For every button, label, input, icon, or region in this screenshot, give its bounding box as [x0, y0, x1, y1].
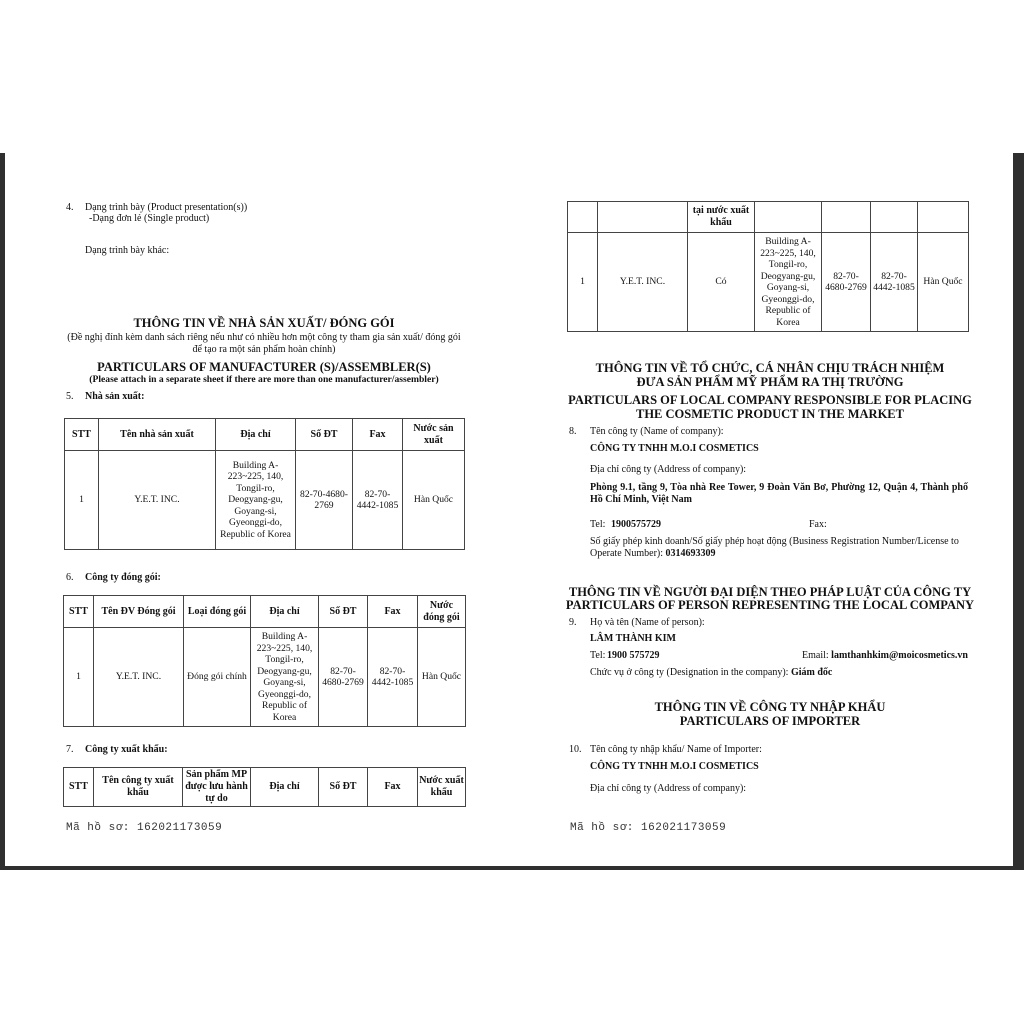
rep-title-vi: THÔNG TIN VỀ NGƯỜI ĐẠI DIỆN THEO PHÁP LUẬT CỦA CÔNG TY — [568, 585, 972, 599]
header-phone: Số ĐT — [296, 419, 353, 451]
cell-fax: 82-70-4442-1085 — [871, 233, 918, 332]
person-tel-label: Tel: — [590, 650, 606, 661]
cell-name: Y.E.T. INC. — [94, 628, 184, 727]
cell-free-sale: Có — [688, 233, 755, 332]
item8-label: Tên công ty (Name of company): — [590, 426, 724, 437]
header-fax: Fax — [368, 768, 418, 807]
designation-label: Chức vụ ở công ty (Designation in the company): — [590, 667, 789, 678]
cell-country: Hàn Quốc — [418, 628, 466, 727]
item5-label: Nhà sản xuất: — [85, 391, 145, 402]
tel: 1900575729 — [611, 519, 661, 530]
address-label: Địa chỉ công ty (Address of company): — [590, 464, 747, 475]
cell-stt: 1 — [64, 628, 94, 727]
header-stt: STT — [65, 419, 99, 451]
left-frame-edge — [0, 153, 5, 870]
cell-fax: 82-70-4442-1085 — [353, 451, 403, 550]
importer-address-label: Địa chỉ công ty (Address of company): — [590, 783, 747, 794]
section-title-en: PARTICULARS OF MANUFACTURER (S)/ASSEMBLER(S) — [97, 360, 431, 374]
header-name: Tên nhà sản xuất — [99, 419, 216, 451]
item10-label: Tên công ty nhập khẩu/ Name of Importer: — [590, 744, 762, 755]
section-title-vi: THÔNG TIN VỀ NHÀ SẢN XUẤT/ ĐÓNG GÓI — [133, 316, 395, 330]
license — [590, 536, 970, 560]
company-name: CÔNG TY TNHH M.O.I COSMETICS — [590, 443, 759, 454]
header-free-sale-fragment: tại nước xuất khẩu — [688, 202, 755, 233]
header-country: Nước đóng gói — [418, 596, 466, 628]
manufacturer-table — [64, 418, 465, 550]
importer-name: CÔNG TY TNHH M.O.I COSMETICS — [590, 761, 759, 772]
cell-stt: 1 — [568, 233, 598, 332]
section-note-en: (Please attach in a separate sheet if there are more than one manufacturer/assembler) — [89, 374, 439, 385]
license-number: 0314693309 — [665, 548, 716, 559]
header-type: Loại đóng gói — [184, 596, 251, 628]
person-name: LÂM THÀNH KIM — [590, 633, 676, 644]
exporter-table-continued — [567, 201, 969, 332]
right-frame-edge — [1013, 153, 1024, 870]
item6-num: 6. — [66, 572, 74, 583]
file-code: Mã hồ sơ: 162021173059 — [570, 822, 727, 834]
section-note-vi: (Đề nghị đính kèm danh sách riêng nếu như có nhiều hơn một công ty tham gia sản xuất/ đóng gói để tạo ra một sản phẩm hoàn chỉnh) — [67, 332, 461, 355]
item4-value: -Dạng đơn lẻ (Single product) — [89, 213, 210, 224]
header-phone: Số ĐT — [319, 768, 368, 807]
item7-num: 7. — [66, 744, 74, 755]
item10-num: 10. — [569, 744, 582, 755]
header-country: Nước sản xuất — [403, 419, 465, 451]
local-title-en-1: PARTICULARS OF LOCAL COMPANY RESPONSIBLE FOR PLACING — [568, 393, 972, 407]
fax-label: Fax: — [809, 519, 827, 530]
header-stt: STT — [64, 768, 94, 807]
item9-label: Họ và tên (Name of person): — [590, 617, 705, 628]
table-row — [65, 451, 465, 550]
email-row — [802, 650, 968, 662]
local-title-vi-2: ĐƯA SẢN PHẨM MỸ PHẨM RA THỊ TRƯỜNG — [636, 375, 904, 389]
header-name: Tên ĐV Đóng gói — [94, 596, 184, 628]
cell-phone: 82-70-4680-2769 — [319, 628, 368, 727]
cell-name: Y.E.T. INC. — [99, 451, 216, 550]
cell-address: Building A-223~225, 140, Tongil-ro, Deogyang-gu, Goyang-si, Gyeonggi-do, Republic of Korea — [251, 628, 319, 727]
other-presentation: Dạng trình bày khác: — [85, 245, 170, 256]
email: lamthanhkim@moicosmetics.vn — [831, 650, 968, 661]
exporter-table — [63, 767, 466, 807]
local-title-en-2: THE COSMETIC PRODUCT IN THE MARKET — [636, 407, 904, 421]
designation: Giám đốc — [790, 667, 833, 678]
header-name: Tên công ty xuất khẩu — [94, 768, 183, 807]
tel-label: Tel: — [590, 519, 606, 530]
email-label: Email: — [802, 650, 829, 661]
item4-label: Dạng trình bày (Product presentation(s)) — [85, 202, 248, 213]
header-address: Địa chỉ — [251, 768, 319, 807]
cell-name: Y.E.T. INC. — [598, 233, 688, 332]
item9-num: 9. — [569, 617, 577, 628]
item4-num: 4. — [66, 202, 74, 213]
header-free-sale: Sản phẩm MP được lưu hành tự do — [183, 768, 251, 807]
item6-label: Công ty đóng gói: — [85, 572, 161, 583]
header-phone: Số ĐT — [319, 596, 368, 628]
importer-title-vi: THÔNG TIN VỀ CÔNG TY NHẬP KHẨU — [654, 700, 886, 714]
cell-type: Đóng gói chính — [184, 628, 251, 727]
cell-country: Hàn Quốc — [918, 233, 969, 332]
cell-fax: 82-70-4442-1085 — [368, 628, 418, 727]
item5-num: 5. — [66, 391, 74, 402]
cell-phone: 82-70-4680-2769 — [822, 233, 871, 332]
header-address: Địa chỉ — [216, 419, 296, 451]
license-label: Số giấy phép kinh doanh/Số giấy phép hoạt động (Business Registration Number/License to Operate Number): — [590, 536, 959, 559]
header-country: Nước xuất khẩu — [418, 768, 466, 807]
table-row — [568, 233, 969, 332]
designation-row — [590, 667, 832, 679]
file-code: Mã hồ sơ: 162021173059 — [66, 822, 223, 834]
rep-title-en: PARTICULARS OF PERSON REPRESENTING THE LOCAL COMPANY — [565, 598, 975, 612]
header-fax: Fax — [368, 596, 418, 628]
cell-address: Building A-223~225, 140, Tongil-ro, Deogyang-gu, Goyang-si, Gyeonggi-do, Republic of Korea — [216, 451, 296, 550]
header-fax: Fax — [353, 419, 403, 451]
header-stt: STT — [64, 596, 94, 628]
cell-address: Building A-223~225, 140, Tongil-ro, Deogyang-gu, Goyang-si, Gyeonggi-do, Republic of Korea — [755, 233, 822, 332]
importer-title-en: PARTICULARS OF IMPORTER — [679, 714, 861, 728]
local-title-vi-1: THÔNG TIN VỀ TỔ CHỨC, CÁ NHÂN CHỊU TRÁCH NHIỆM — [595, 361, 945, 375]
bottom-frame-edge — [0, 866, 1024, 870]
cell-country: Hàn Quốc — [403, 451, 465, 550]
item7-label: Công ty xuất khẩu: — [85, 744, 168, 755]
address: Phòng 9.1, tầng 9, Tòa nhà Ree Tower, 9 Đoàn Văn Bơ, Phường 12, Quận 4, Thành phố Hồ Chí Minh, Việt Nam — [590, 482, 968, 505]
packer-table — [63, 595, 466, 727]
header-address: Địa chỉ — [251, 596, 319, 628]
item8-num: 8. — [569, 426, 577, 437]
cell-phone: 82-70-4680-2769 — [296, 451, 353, 550]
cell-stt: 1 — [65, 451, 99, 550]
person-tel: 1900 575729 — [607, 650, 660, 661]
table-row — [64, 628, 466, 727]
